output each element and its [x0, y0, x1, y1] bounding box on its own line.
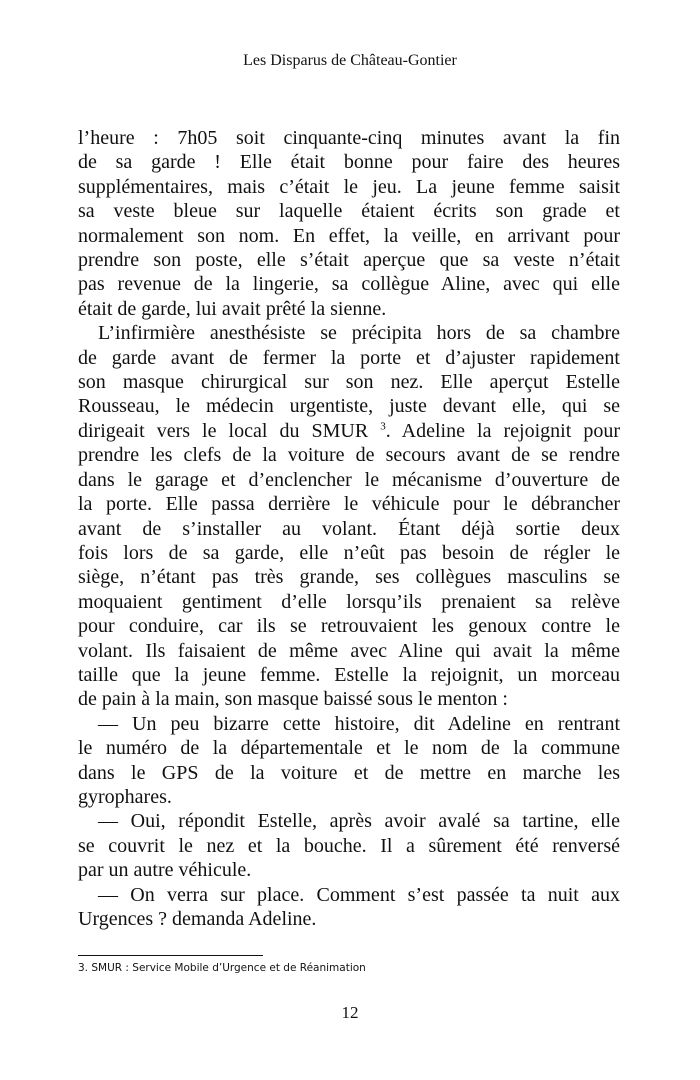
line-text: Rousseau, le médecin urgentiste, juste devant elle, qui se	[78, 395, 620, 418]
text-line	[78, 687, 620, 711]
line-text: se couvrit le nez et la bouche. Il a sûrement été renversé	[78, 834, 620, 857]
line-text: siège, n’étant pas très grande, ses collègues masculins se	[78, 566, 620, 589]
text-line	[78, 126, 620, 150]
line-text: — Un peu bizarre cette histoire, dit Adeline en rentrant	[98, 712, 620, 735]
text-line	[78, 809, 620, 833]
line-text: son masque chirurgical sur son nez. Elle aperçut Estelle	[78, 371, 620, 394]
footnote-divider	[78, 955, 263, 956]
text-line	[78, 199, 620, 223]
line-text: la porte. Elle passa derrière le véhicule pour le débrancher	[78, 493, 620, 516]
text-line	[78, 175, 620, 199]
text-line	[78, 272, 620, 296]
text-line	[78, 443, 620, 467]
text-line	[78, 346, 620, 370]
line-text: l’heure : 7h05 soit cinquante-cinq minutes avant la fin	[78, 127, 620, 149]
line-text: pas revenue de la lingerie, sa collègue Aline, avec qui elle	[78, 273, 620, 296]
text-line	[78, 712, 620, 736]
line-text: fois lors de sa garde, elle n’eût pas besoin de régler le	[78, 541, 620, 564]
line-text: normalement son nom. En effet, la veille, en arrivant pour	[78, 224, 620, 247]
text-line	[78, 541, 620, 565]
text-line	[78, 468, 620, 492]
text-line	[78, 492, 620, 516]
text-line	[78, 761, 620, 785]
line-text: sa veste bleue sur laquelle étaient écrits son grade et	[78, 200, 620, 223]
body-text	[78, 126, 620, 931]
text-line	[78, 858, 620, 882]
line-text: prendre son poste, elle s’était aperçue que sa veste n’était	[78, 249, 620, 272]
line-text: par un autre véhicule.	[78, 859, 252, 882]
line-text: le numéro de la départementale et le nom de la commune	[78, 737, 620, 760]
line-text: pour conduire, car ils se retrouvaient les genoux contre le	[78, 615, 620, 638]
line-text: de garde avant de fermer la porte et d’ajuster rapidement	[78, 346, 620, 369]
text-line	[78, 785, 620, 809]
text-line	[78, 370, 620, 394]
text-line	[78, 297, 620, 321]
text-line	[78, 639, 620, 663]
line-text: était de garde, lui avait prêté la sienne.	[78, 297, 387, 320]
line-text: dans le GPS de la voiture et de mettre en marche les	[78, 761, 620, 784]
footnote: 3. SMUR : Service Mobile d’Urgence et de Réanimation	[78, 962, 366, 974]
text-line	[78, 614, 620, 638]
text-line	[78, 907, 620, 931]
text-line	[78, 883, 620, 907]
text-line	[78, 834, 620, 858]
line-text: — On verra sur place. Comment s’est passée ta nuit aux	[98, 883, 620, 906]
text-line	[78, 517, 620, 541]
line-text: Urgences ? demanda Adeline.	[78, 908, 317, 930]
text-line	[78, 663, 620, 687]
text-line	[78, 736, 620, 760]
running-header: Les Disparus de Château-Gontier	[243, 52, 457, 69]
line-text: de pain à la main, son masque baissé sous le menton :	[78, 688, 508, 711]
text-line	[78, 565, 620, 589]
text-line	[78, 419, 620, 443]
line-text: moquaient gentiment d’elle lorsqu’ils prenaient sa relève	[78, 590, 620, 613]
page-number: 12	[341, 1003, 359, 1022]
line-text: — Oui, répondit Estelle, après avoir avalé sa tartine, elle	[98, 810, 620, 833]
footnote-ref: 3	[380, 420, 386, 433]
text-line	[78, 321, 620, 345]
line-text: supplémentaires, mais c’était le jeu. La jeune femme saisit	[78, 175, 620, 198]
text-line	[78, 590, 620, 614]
line-text: prendre les clefs de la voiture de secours avant de se rendre	[78, 444, 620, 467]
line-text: de sa garde ! Elle était bonne pour faire des heures	[78, 151, 620, 174]
line-text: . Adeline la rejoignit pour	[385, 419, 620, 442]
text-line	[78, 394, 620, 418]
line-text: L’infirmière anesthésiste se précipita hors de sa chambre	[98, 322, 620, 345]
text-line	[78, 248, 620, 272]
line-text: avant de s’installer au volant. Étant déjà sortie deux	[78, 517, 620, 540]
text-line	[78, 224, 620, 248]
line-text: gyrophares.	[78, 785, 172, 808]
text-line	[78, 150, 620, 174]
line-text: taille que la jeune femme. Estelle la rejoignit, un morceau	[78, 663, 620, 686]
line-text: dans le garage et d’enclencher le mécanisme d’ouverture de	[78, 468, 620, 491]
line-text: dirigeait vers le local du SMUR	[78, 419, 369, 442]
line-text: volant. Ils faisaient de même avec Aline qui avait la même	[78, 639, 620, 662]
